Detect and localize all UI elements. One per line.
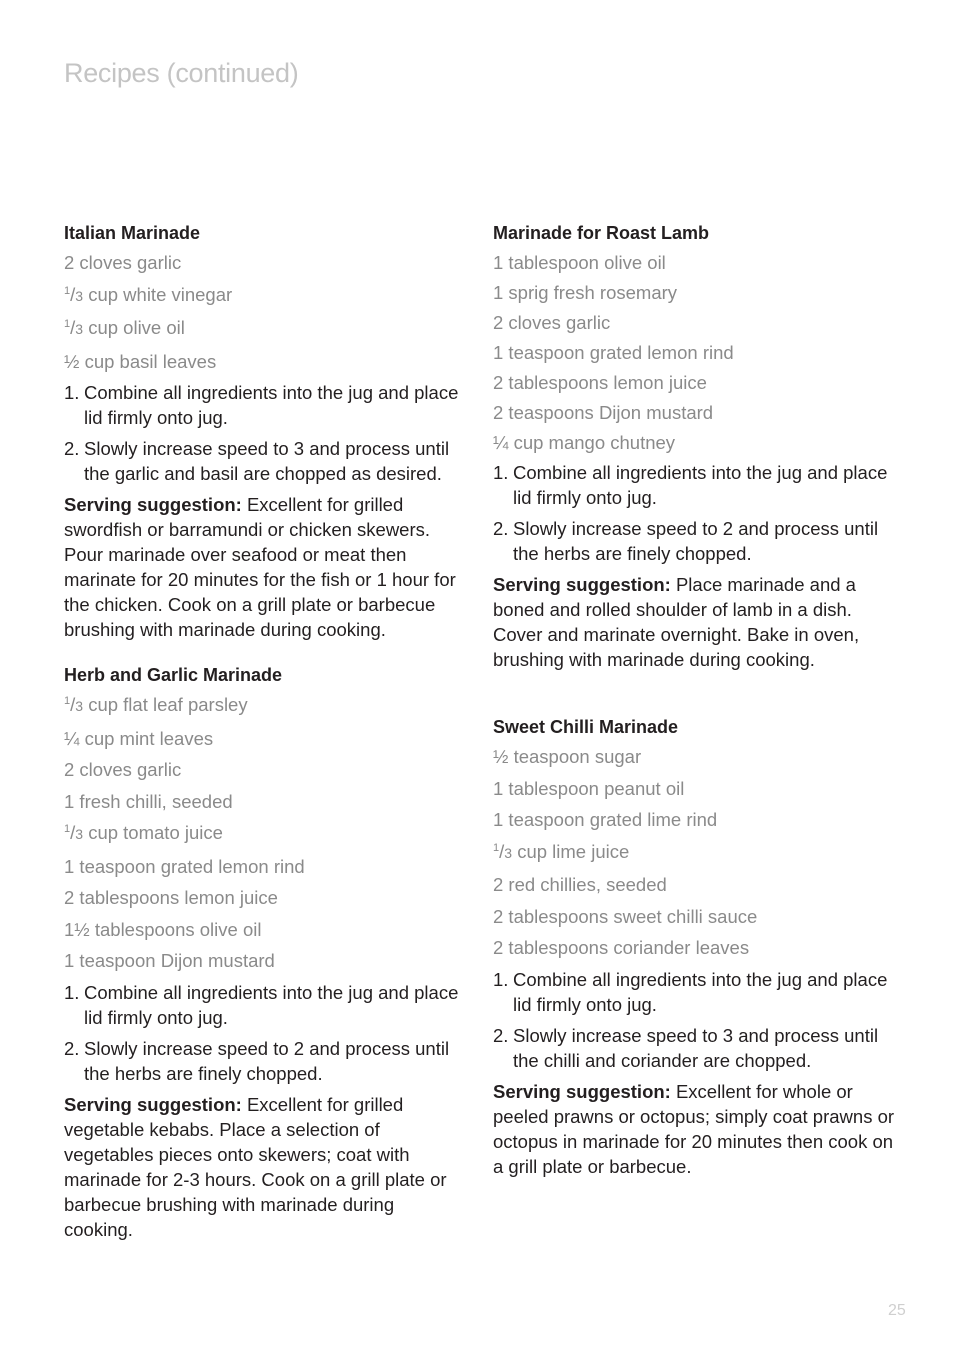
ingredient: 1 tablespoon peanut oil <box>493 777 685 799</box>
ingredient: $^1$/3 cup lime juice <box>493 840 630 862</box>
recipe-title: Herb and Garlic Marinade <box>64 665 283 685</box>
left-column <box>64 220 460 1262</box>
method-step: 1. Combine all ingredients into the jug and place lid firmly onto jug. <box>64 382 459 428</box>
ingredient: 2 tablespoons sweet chilli sauce <box>493 905 758 927</box>
ingredient: ½ cup basil leaves <box>64 350 217 372</box>
method-step: 1. Combine all ingredients into the jug and place lid firmly onto jug. <box>493 968 888 1015</box>
ingredient: $^1$/3 cup white vinegar <box>64 283 233 305</box>
ingredient: 2 tablespoons lemon juice <box>493 372 707 393</box>
recipe-herb-garlic-marinade <box>64 662 460 1242</box>
recipe-title: Sweet Chilli Marinade <box>493 717 679 737</box>
ingredient: 1½ tablespoons olive oil <box>64 918 262 940</box>
ingredient: ¼ cup mint leaves <box>64 727 214 749</box>
ingredient: 1 fresh chilli, seeded <box>64 790 233 812</box>
ingredient: 1 tablespoon olive oil <box>493 252 666 273</box>
page-title: Recipes (continued) <box>64 58 299 88</box>
ingredient: 1 teaspoon grated lemon rind <box>64 855 305 877</box>
serving-suggestion: Serving suggestion: Place marinade and a boned and rolled shoulder of lamb in a dish. Cover and marinate overnight. Bake in oven, brushing with marinade during cooking. <box>493 574 860 670</box>
ingredient: 1 teaspoon Dijon mustard <box>64 950 275 971</box>
ingredient: $^1$/3 cup flat leaf parsley <box>64 694 248 715</box>
ingredient: 2 red chillies, seeded <box>493 874 667 895</box>
method-step: 2. Slowly increase speed to 3 and process until the garlic and basil are chopped as desired. <box>64 438 450 484</box>
ingredient: 2 tablespoons lemon juice <box>64 887 278 908</box>
recipe-italian-marinade <box>64 220 460 642</box>
method-step: 1. Combine all ingredients into the jug and place lid firmly onto jug. <box>64 981 459 1028</box>
method-step: 2. Slowly increase speed to 3 and process until the chilli and coriander are chopped. <box>493 1024 879 1071</box>
recipe-sweet-chilli-marinade <box>493 714 898 1179</box>
serving-suggestion: Serving suggestion: Excellent for whole or peeled prawns or octopus; simply coat prawns or octopus in marinade for 20 minutes then cook on a grill plate or barbecue. <box>493 1080 895 1177</box>
ingredient: 1 sprig fresh rosemary <box>493 282 678 303</box>
ingredient: 2 cloves garlic <box>493 312 611 333</box>
ingredient: 2 teaspoons Dijon mustard <box>493 402 714 423</box>
ingredient: 2 cloves garlic <box>64 252 182 273</box>
ingredient: ½ teaspoon sugar <box>493 746 642 767</box>
ingredient: ¼ cup mango chutney <box>493 432 676 453</box>
ingredient: $^1$/3 cup olive oil <box>64 317 185 338</box>
page-number: 25 <box>888 1302 906 1319</box>
recipe-title: Marinade for Roast Lamb <box>493 223 710 243</box>
right-column <box>493 220 898 1199</box>
ingredient: 1 teaspoon grated lemon rind <box>493 342 734 363</box>
method-step: 2. Slowly increase speed to 2 and process until the herbs are finely chopped. <box>64 1037 450 1084</box>
serving-suggestion: Serving suggestion: Excellent for grilled swordfish or barramundi or chicken skewers. Pour marinade over seafood or meat then marinate for 20 minutes for the fish or 1 hour for the chicken. Cook on a grill plate or barbecue brushing with marinade during cooking. <box>64 494 456 640</box>
recipe-title: Italian Marinade <box>64 223 201 243</box>
serving-suggestion: Serving suggestion: Excellent for grilled vegetable kebabs. Place a selection of vegetables pieces onto skewers; coat with marinade for 2-3 hours. Cook on a grill plate or barbecue brushing with marinade during cooking. <box>64 1093 447 1240</box>
method-step: 2. Slowly increase speed to 2 and process until the herbs are finely chopped. <box>493 518 879 564</box>
ingredient: 2 tablespoons coriander leaves <box>493 937 750 958</box>
ingredient: 1 teaspoon grated lime rind <box>493 809 718 830</box>
recipe-roast-lamb-marinade <box>493 220 898 672</box>
method-step: 1. Combine all ingredients into the jug and place lid firmly onto jug. <box>493 462 888 508</box>
ingredient: 2 cloves garlic <box>64 759 182 780</box>
ingredient: $^1$/3 cup tomato juice <box>64 822 223 843</box>
